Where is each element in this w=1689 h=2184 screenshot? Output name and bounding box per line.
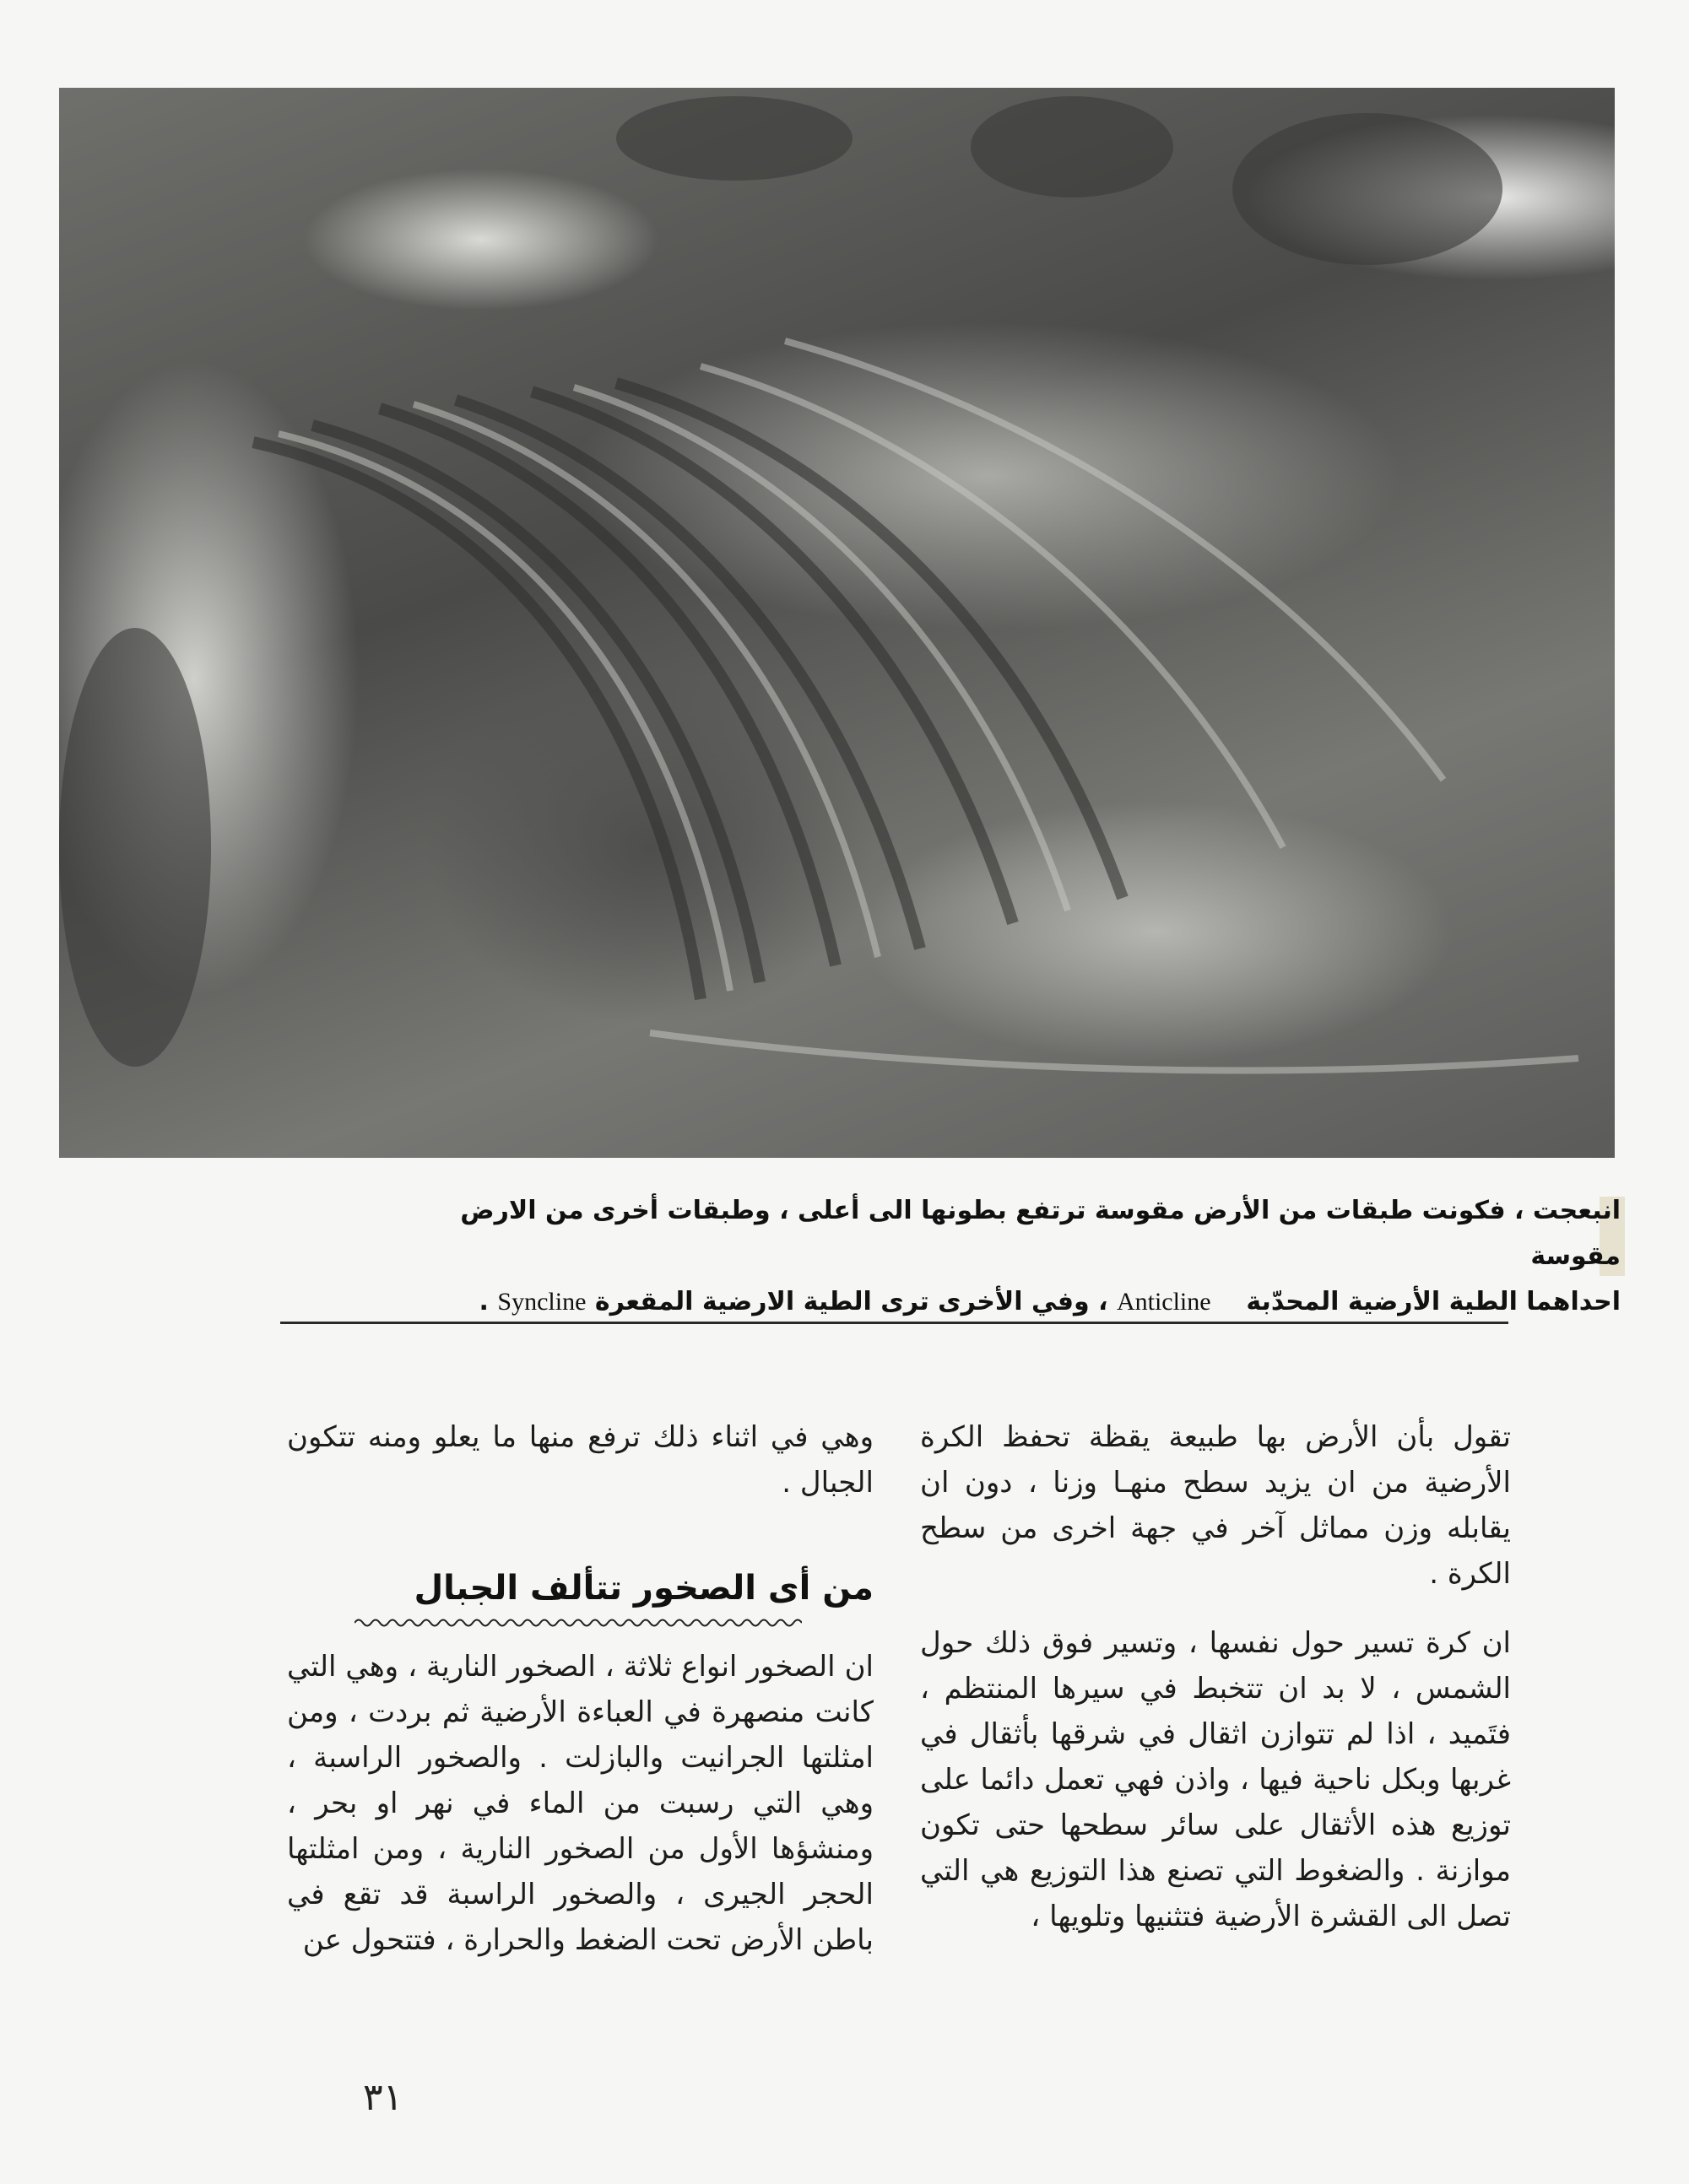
left-column-body (287, 1644, 874, 1987)
photo-caption (371, 1188, 1621, 1325)
section-heading: من أى الصخور تتألف الجبال (414, 1569, 874, 1608)
right-paragraph-2: ان كرة تسير حول نفسها ، وتسير فوق ذلك حول الشمس ، لا بد ان تتخبط في سيرها المنتظم ، فتَميد ، اذا لم تتوازن اثقال في شرقها بأثقال في غربها وبكل ناحية فيها ، واذن فهي تعمل دائما على توزيع هذه الأثقال على سائر سطحها حتى تكون موازنة . والضغوط التي تصنع هذا التوزيع هي التي تصل الى القشرة الأرضية فتثنيها وتلويها ، (920, 1626, 1511, 1933)
caption-syncline-term: Syncline (497, 1288, 587, 1316)
left-intro-paragraph: وهي في اثناء ذلك ترفع منها ما يعلو ومنه تتكون الجبال . (287, 1420, 874, 1500)
caption-line-2 (371, 1279, 1621, 1325)
rock-strata-photo (59, 88, 1615, 1158)
right-column (920, 1414, 1511, 1963)
page-number: ٣١ (363, 2076, 403, 2119)
left-body-paragraph: ان الصخور انواع ثلاثة ، الصخور النارية ، وهي التي كانت منصهرة في العباءة الأرضية ثم بردت ، ومن امثلتها الجرانيت والبازلت . والصخور الراسبة ، وهي التي رسبت من الماء في نهر او بحر ، ومنشؤها الأول من الصخور النارية ، ومن امثلتها الحجر الجيرى ، والصخور الراسبة قد تقع في باطن الأرض تحت الضغط والحرارة ، فتتحول عن (287, 1650, 874, 1957)
right-paragraph-1: تقول بأن الأرض بها طبيعة يقظة تحفظ الكرة الأرضية من ان يزيد سطح منهـا وزنا ، دون ان يقابله وزن مماثل آخر في جهة اخرى من سطح الكرة . (920, 1420, 1511, 1591)
photo-texture (59, 88, 1615, 1158)
caption-line-1: انبعجت ، فكونت طبقات من الأرض مقوسة ترتفع بطونها الى أعلى ، وطبقات أخرى من الارض مقوسة (460, 1196, 1621, 1271)
left-column-intro (287, 1414, 874, 1529)
caption-end-period: . (479, 1287, 489, 1316)
caption-syncline-arabic: ، وفي الأخرى ترى الطية الارضية المقعرة (594, 1287, 1108, 1316)
section-divider (280, 1322, 1508, 1324)
heading-wavy-underline (355, 1617, 802, 1629)
caption-anticline-term: Anticline (1116, 1288, 1211, 1316)
caption-anticline-arabic: احداهما الطية الأرضية المحدّبة (1246, 1287, 1621, 1316)
